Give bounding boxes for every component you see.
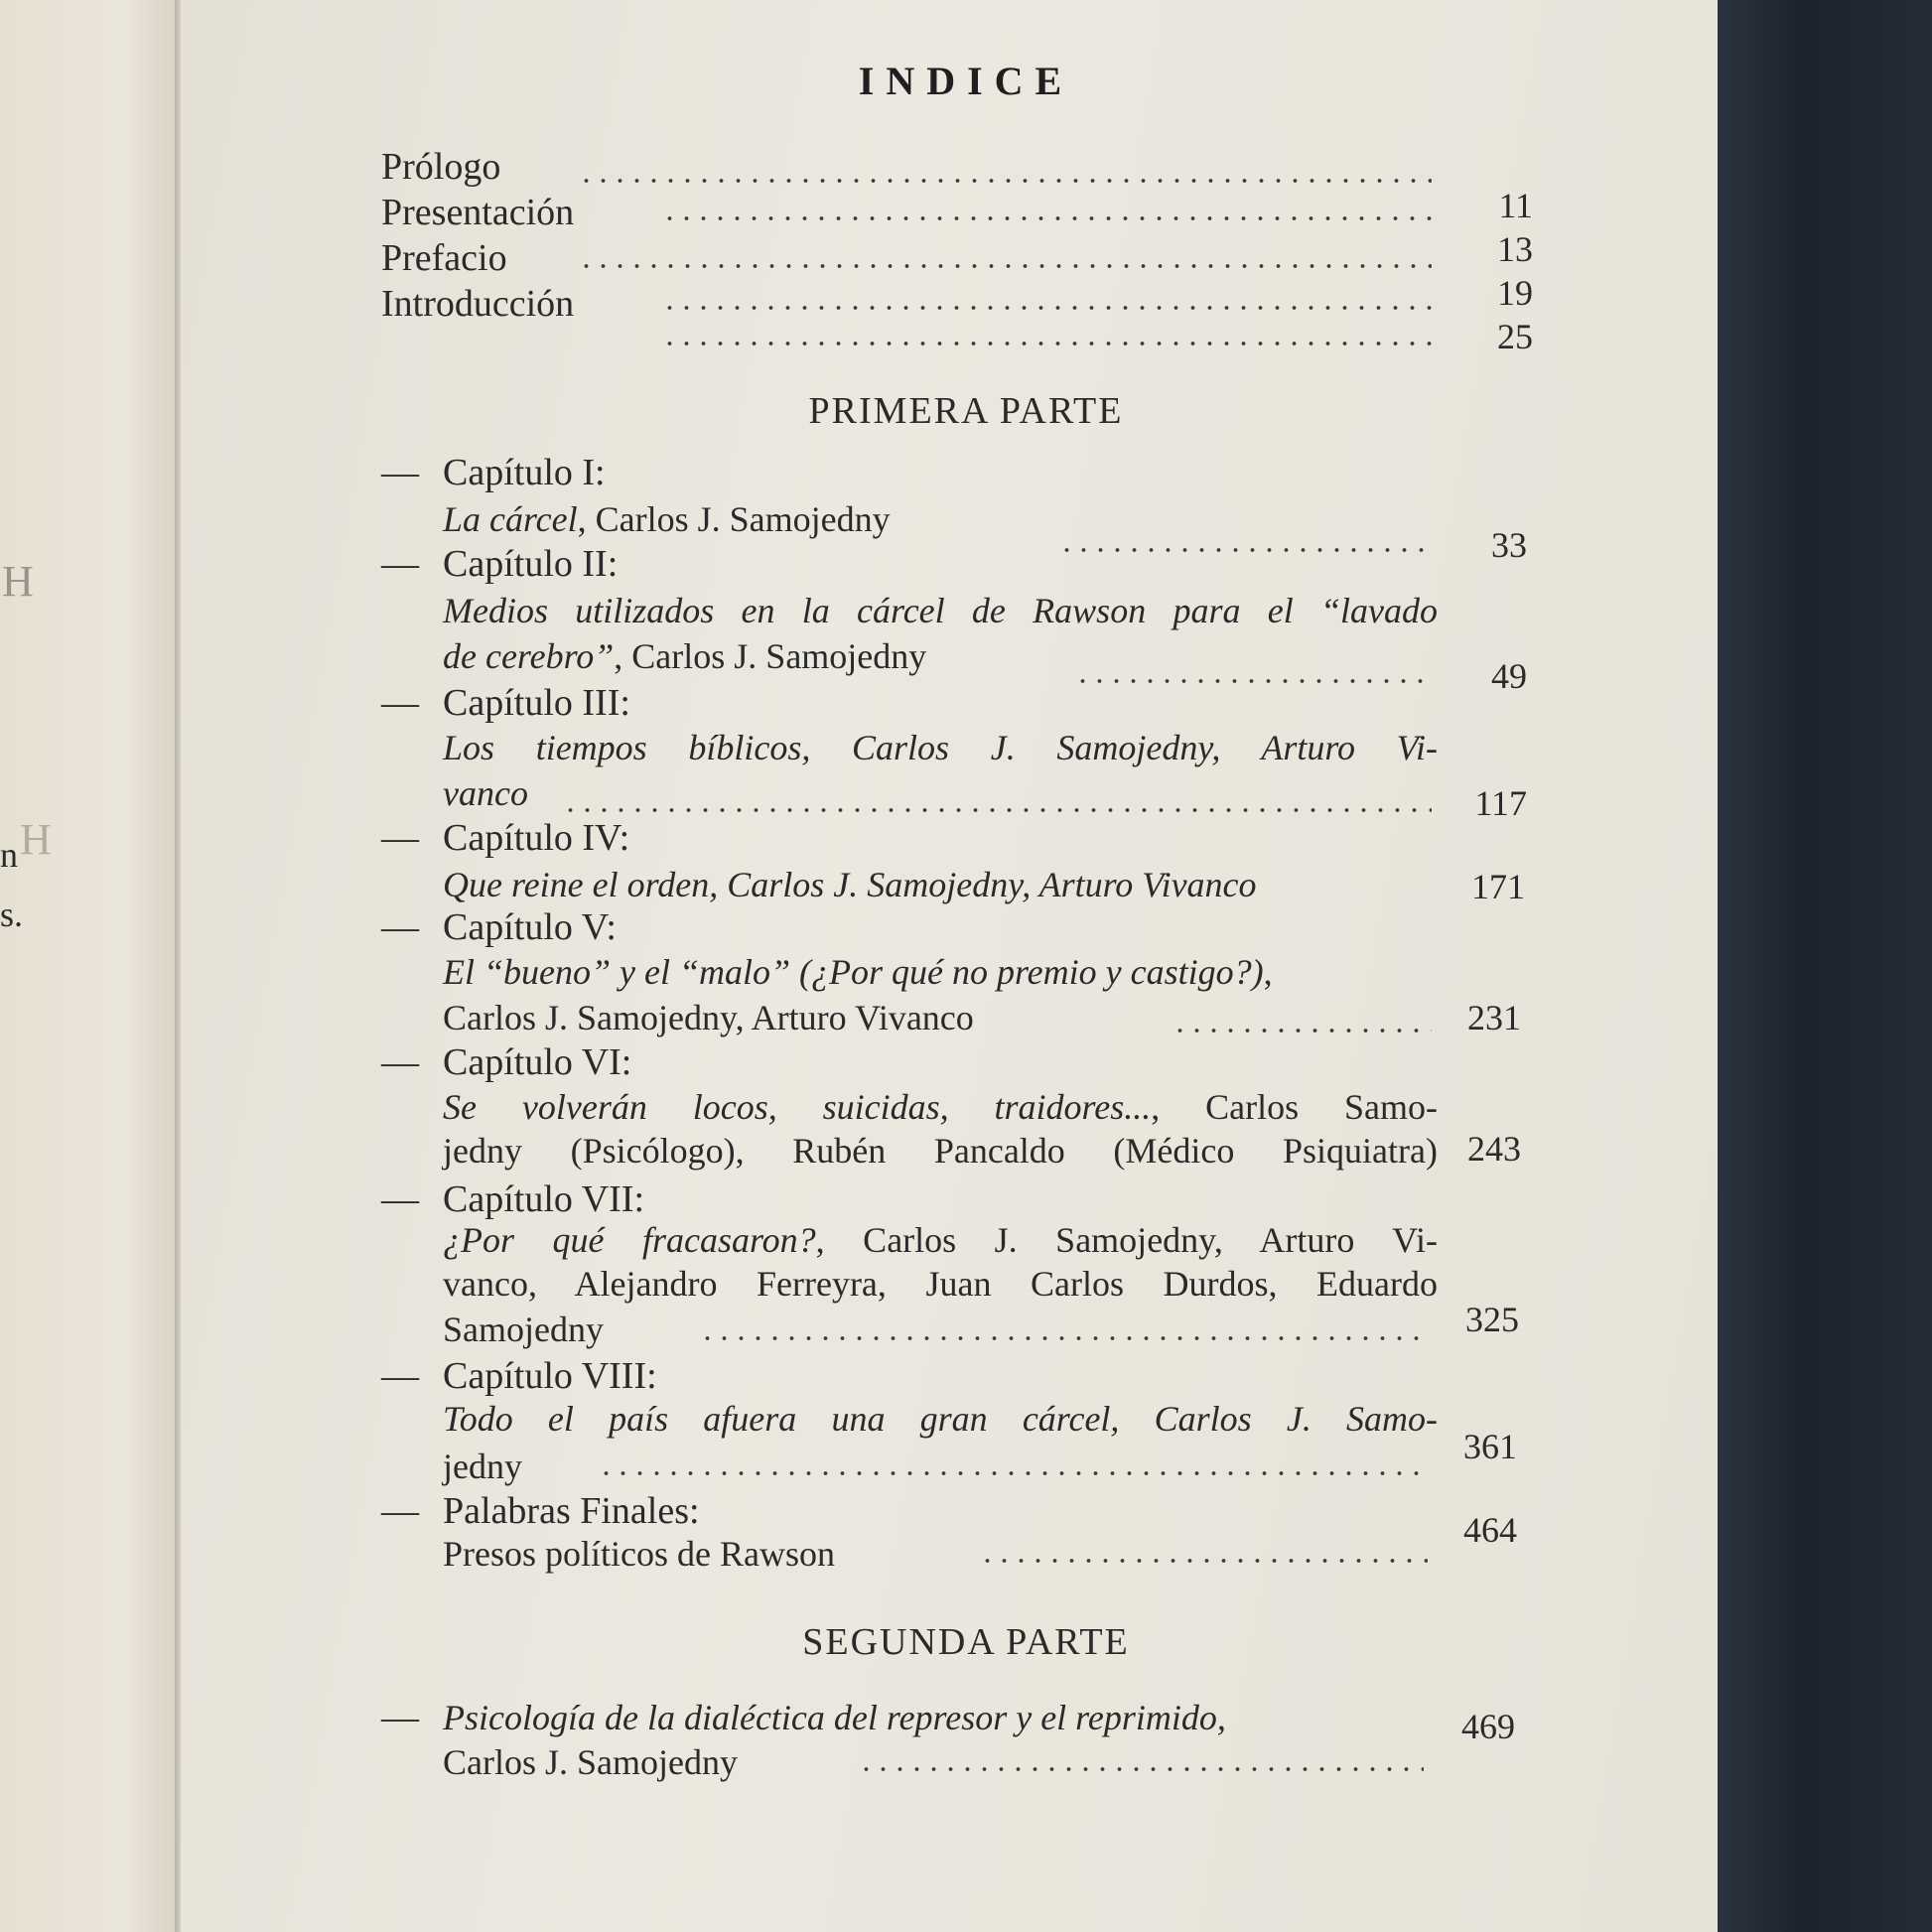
leader-dots (578, 179, 1432, 183)
chapter-title-line: Los tiempos bíblicos, Carlos J. Samojedny, Arturo Vi- (443, 728, 1438, 767)
chapter-label: — Capítulo VIII: (381, 1355, 657, 1397)
leader-dots (661, 342, 1432, 345)
page-number: 171 (1471, 867, 1525, 906)
chapter-title-line: Carlos J. Samojedny, Arturo Vivanco (443, 998, 974, 1037)
front-item-introduccion: Introducción (381, 283, 575, 325)
chapter-label: — Palabras Finales: (381, 1490, 700, 1532)
index-title: INDICE (858, 59, 1074, 103)
leader-dots (979, 1559, 1428, 1563)
facing-page-fragment: n (0, 835, 18, 875)
leader-dots (699, 1336, 1428, 1340)
page-number: 49 (1491, 656, 1527, 696)
chapter-title-line: El “bueno” y el “malo” (¿Por qué no premio y castigo?), (443, 952, 1273, 992)
leader-dots (578, 264, 1432, 268)
page-number: 11 (1498, 186, 1533, 225)
chapter-label: — Capítulo III: (381, 682, 630, 724)
chapter-label: — Capítulo VII: (381, 1178, 645, 1220)
page-number: 243 (1467, 1129, 1521, 1169)
chapter-title-line: vanco (443, 773, 528, 813)
page-number: 231 (1467, 998, 1521, 1037)
chapter-title-line: jedny (Psicólogo), Rubén Pancaldo (Médico Psiquiatra) (443, 1131, 1438, 1171)
leader-dots (661, 216, 1432, 220)
part-heading-segunda: SEGUNDA PARTE (802, 1621, 1130, 1663)
facing-page-fragment: s. (0, 895, 24, 934)
chapter-label: — Capítulo VI: (381, 1041, 632, 1083)
chapter-title-line: de cerebro”, Carlos J. Samojedny (443, 636, 927, 676)
leader-dots (562, 808, 1432, 812)
leader-dots (858, 1767, 1424, 1771)
leader-dots (1074, 679, 1432, 683)
page-number: 19 (1497, 273, 1533, 313)
chapter-title-line: La cárcel, Carlos J. Samojedny (443, 499, 891, 539)
chapter-title-line: vanco, Alejandro Ferreyra, Juan Carlos Durdos, Eduardo (443, 1264, 1438, 1304)
leader-dots (661, 306, 1432, 310)
page-number: 25 (1497, 317, 1533, 356)
chapter-label: — Capítulo IV: (381, 817, 630, 859)
chapter-title-line: ¿Por qué fracasaron?, Carlos J. Samojedny, Arturo Vi- (443, 1220, 1439, 1260)
chapter-title-line: Se volverán locos, suicidas, traidores..., Carlos Samo- (443, 1087, 1439, 1127)
page-number: 117 (1474, 783, 1527, 823)
page-number: 325 (1465, 1300, 1519, 1339)
part-heading-primera: PRIMERA PARTE (808, 390, 1124, 432)
leader-dots (598, 1471, 1428, 1475)
chapter-label: — Capítulo II: (381, 543, 619, 585)
entry-line: Carlos J. Samojedny (443, 1742, 738, 1782)
chapter-title-line: Que reine el orden, Carlos J. Samojedny, Arturo Vivanco (443, 865, 1257, 904)
chapter-label: — Capítulo V: (381, 906, 617, 948)
leader-dots (1172, 1029, 1432, 1033)
facing-page-fragment: H (2, 557, 34, 606)
chapter-title-line: Medios utilizados en la cárcel de Rawson para el “lavado (443, 591, 1438, 630)
chapter-title-line: jedny (443, 1447, 522, 1486)
page-number: 464 (1463, 1510, 1517, 1550)
entry-line: — Psicología de la dialéctica del represor y el reprimido, (381, 1697, 1226, 1738)
front-item-prefacio: Prefacio (381, 237, 507, 279)
page-number: 33 (1491, 525, 1527, 565)
facing-page-fragment: H (20, 815, 52, 864)
front-item-presentacion: Presentación (381, 192, 575, 233)
chapter-title-line: Todo el país afuera una gran cárcel, Carlos J. Samo- (443, 1399, 1438, 1439)
leader-dots (1058, 548, 1432, 552)
chapter-title-line: Presos políticos de Rawson (443, 1534, 835, 1574)
page-number: 361 (1463, 1427, 1517, 1466)
front-item-prologo: Prólogo (381, 146, 501, 188)
chapter-title-line: Samojedny (443, 1310, 604, 1349)
chapter-label: — Capítulo I: (381, 452, 606, 493)
page-number: 13 (1497, 229, 1533, 269)
page-number: 469 (1461, 1707, 1515, 1746)
